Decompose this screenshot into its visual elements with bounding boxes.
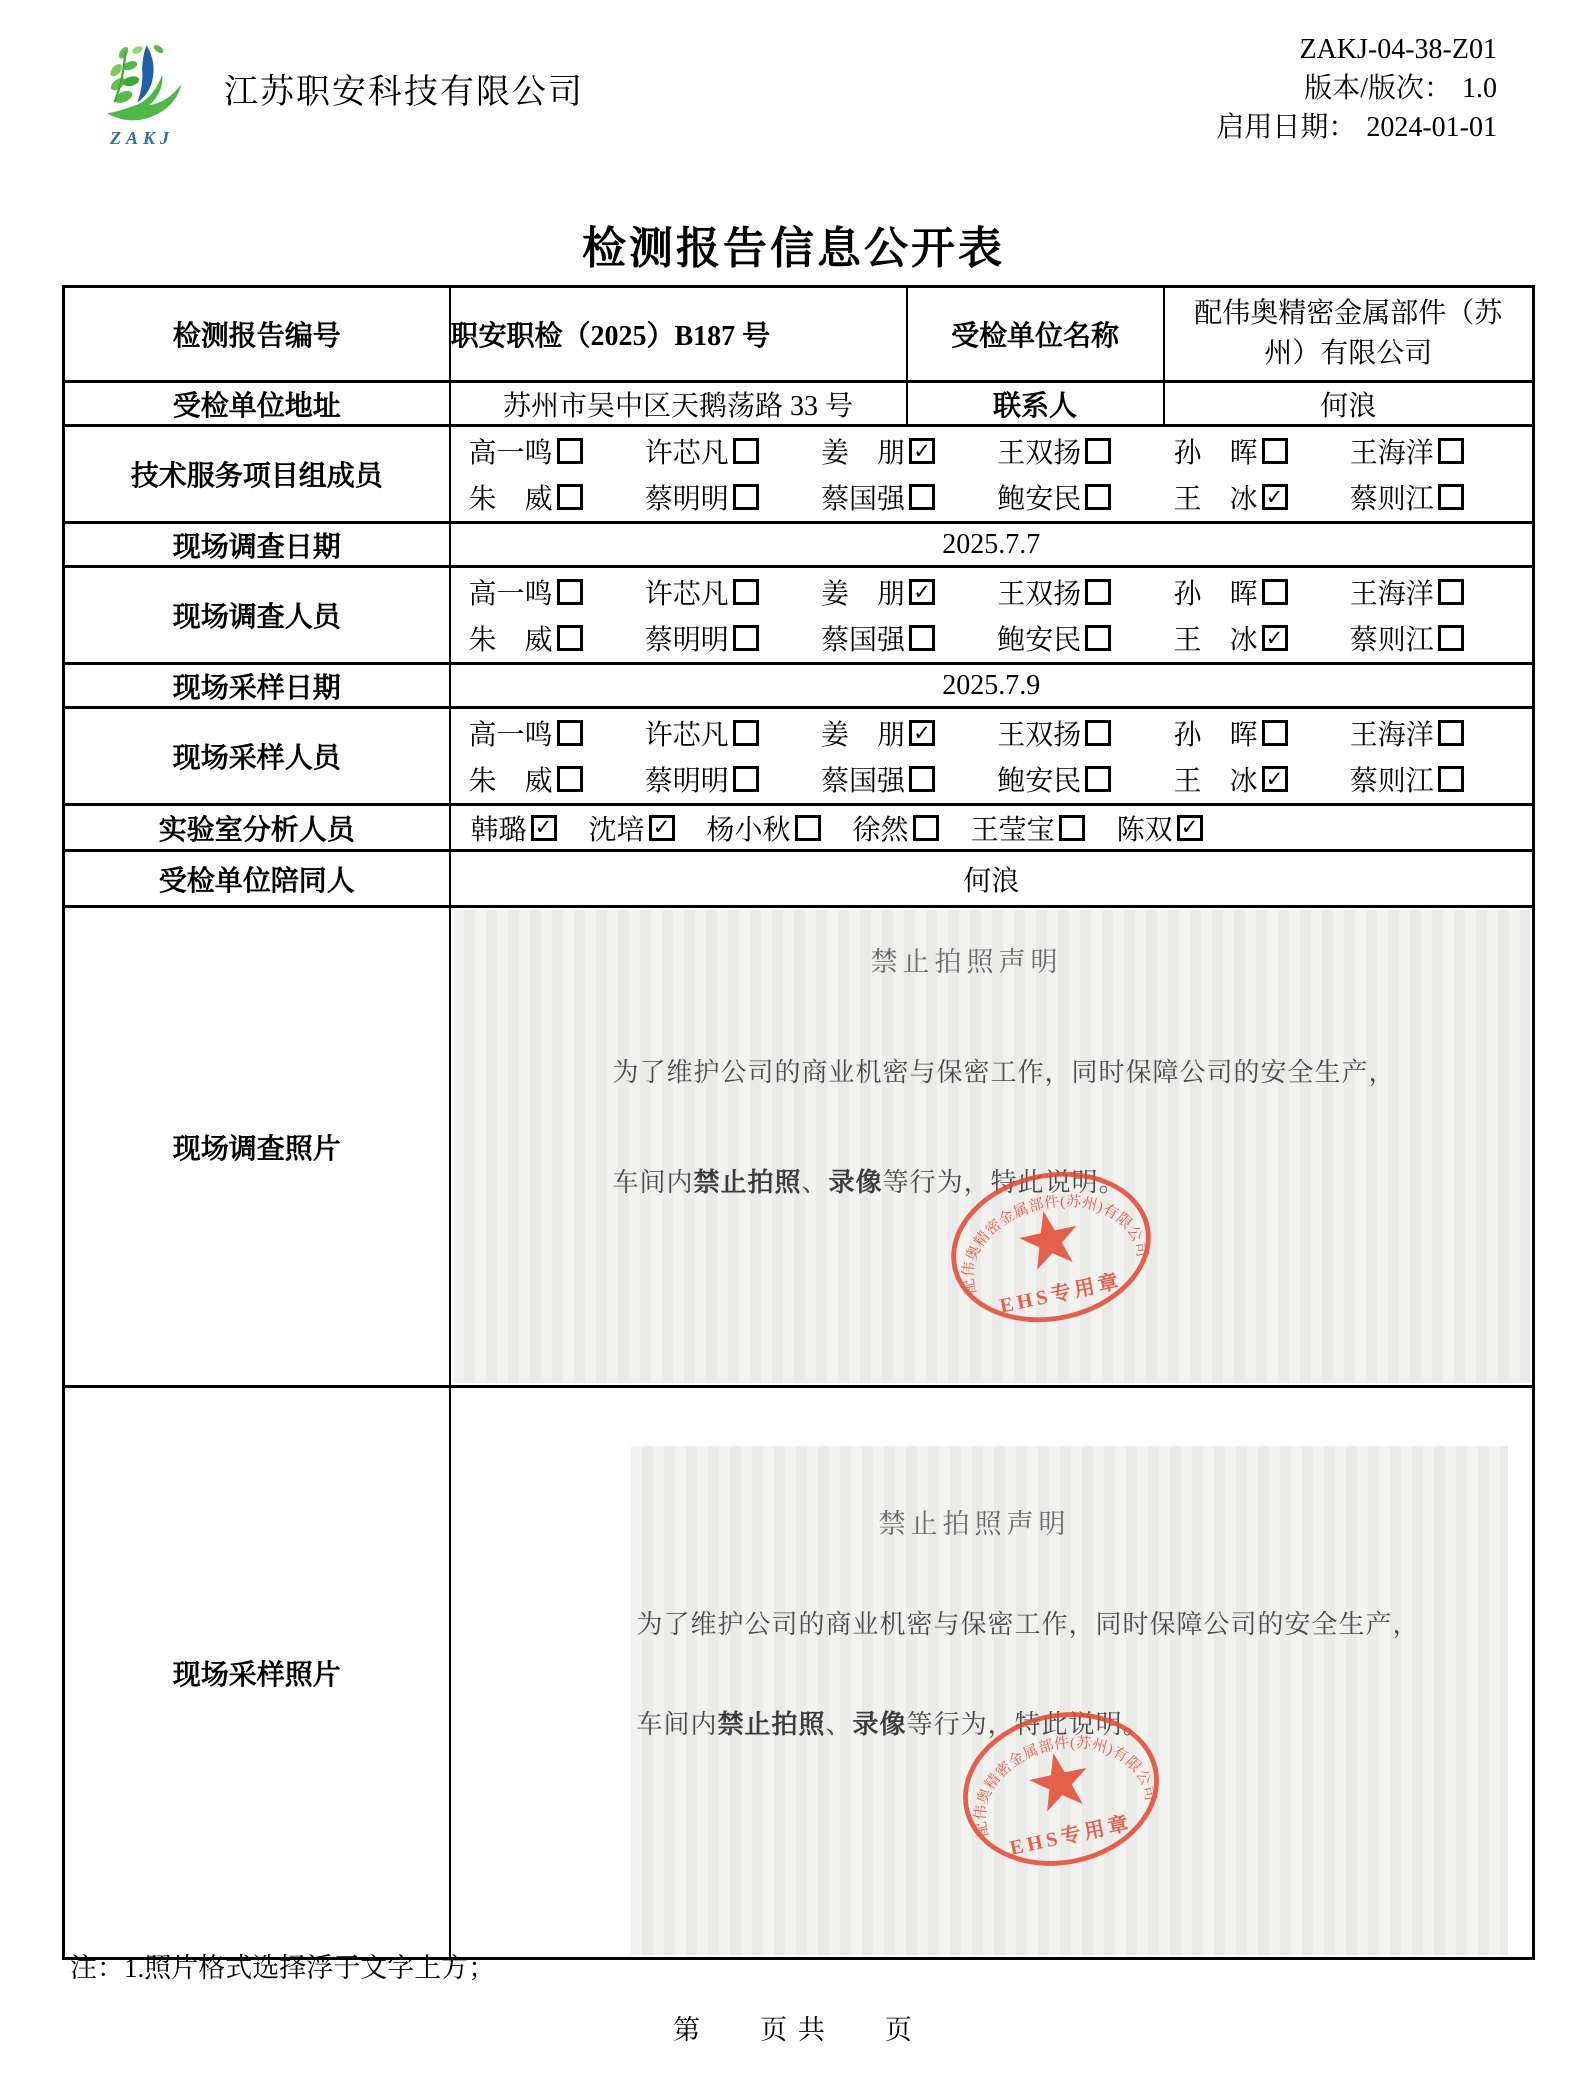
contact-label: 联系人 [907,382,1164,426]
member-name: 杨小秋 [706,814,791,846]
member-name: 许芯凡 [644,438,729,469]
member-checkbox-empty[interactable] [1438,579,1464,605]
member-checkbox-checked[interactable]: ✓ [1262,484,1288,510]
sample-photo-label: 现场采样照片 [64,1387,450,1959]
member [991,713,1167,753]
member-checkbox-empty[interactable] [1262,438,1288,464]
member [815,431,991,471]
member-name: 姜 朋 [821,579,906,610]
member-checkbox-empty[interactable] [733,579,759,605]
member-checkbox-empty[interactable] [733,625,759,651]
member-name: 蔡国强 [821,484,906,515]
member-name: 鲍安民 [997,625,1082,656]
member [991,572,1167,612]
member-name: 孙 晖 [1173,579,1258,610]
member-checkbox-empty[interactable] [913,815,939,841]
member-name: 朱 威 [468,625,553,656]
logo-plant-icon [90,38,194,130]
unit-addr-value: 苏州市吴中区天鹅荡路 33 号 [450,382,907,426]
member [1168,572,1344,612]
lab-team-label: 实验室分析人员 [64,805,450,851]
member-checkbox-checked[interactable]: ✓ [1262,625,1288,651]
footnote: 注：1.照片格式选择浮于文字上方； [70,1953,496,1983]
member-checkbox-checked[interactable]: ✓ [531,815,557,841]
member-name: 鲍安民 [997,484,1082,515]
member [991,431,1167,471]
doc-code: ZAKJ-04-38-Z01 [1299,34,1497,65]
member-checkbox-empty[interactable] [1059,815,1085,841]
sample-team-label: 现场采样人员 [64,708,450,805]
survey-date-label: 现场调查日期 [64,523,450,567]
member [1344,477,1520,517]
lab-team-row [451,808,1533,848]
member-name: 蔡则江 [1349,766,1434,797]
member-checkbox-empty[interactable] [1438,484,1464,510]
member-name: 姜 朋 [821,720,906,751]
member-name: 蔡国强 [821,766,906,797]
sample-photo-cell [450,1387,1534,1959]
sample-photo [631,1446,1509,1955]
unit-addr-label: 受检单位地址 [64,382,450,426]
member-name: 王双扬 [997,579,1082,610]
member-checkbox-checked[interactable]: ✓ [909,579,935,605]
report-no-value: 职安职检（2025）B187 号 [450,287,907,382]
member [991,759,1167,799]
accompany-value: 何浪 [450,851,1534,907]
member-name: 蔡则江 [1349,484,1434,515]
member [815,477,991,517]
info-table [62,285,1535,1960]
member-name: 许芯凡 [644,720,729,751]
member-checkbox-empty[interactable] [557,625,583,651]
member-name: 朱 威 [468,766,553,797]
member-name: 王海洋 [1349,438,1434,469]
member-checkbox-empty[interactable] [909,766,935,792]
member-name: 徐然 [852,814,909,846]
effective-date-line [1216,108,1497,147]
member [1168,759,1344,799]
member [815,572,991,612]
member [639,618,815,658]
stamp-company-text: 配伟奥精密金属部件(苏州)有限公司 [972,1735,1158,1839]
member [583,808,675,848]
ehs-stamp [943,1166,1159,1328]
member-checkbox-empty[interactable] [909,625,935,651]
member-checkbox-empty[interactable] [557,766,583,792]
member-checkbox-empty[interactable] [1085,720,1111,746]
document-meta [1216,30,1497,147]
member-checkbox-empty[interactable] [1085,625,1111,651]
stamp-company-text: 配伟奥精密金属部件(苏州)有限公司 [960,1193,1150,1296]
notice-line2: 车间内禁止拍照、录像等行为，特此说明。 [612,1168,1126,1197]
effective-date-label: 启用日期： [1216,112,1357,143]
member [1344,618,1520,658]
member [463,431,639,471]
member-name: 蔡国强 [821,625,906,656]
tech-team-label: 技术服务项目组成员 [64,426,450,523]
member [991,477,1167,517]
notice-line1: 为了维护公司的商业机密与保密工作，同时保障公司的安全生产， [612,1058,1396,1087]
accompany-label: 受检单位陪同人 [64,851,450,907]
member-checkbox-empty[interactable] [1085,438,1111,464]
sample-team-grid [451,709,1533,803]
member-checkbox-empty[interactable] [1438,438,1464,464]
member [1344,572,1520,612]
member [463,759,639,799]
logo-text: ZAKJ [109,128,174,148]
member-name: 王双扬 [997,438,1082,469]
member-checkbox-empty[interactable] [795,815,821,841]
member-name: 孙 晖 [1173,438,1258,469]
member-name: 孙 晖 [1173,720,1258,751]
member-checkbox-empty[interactable] [733,720,759,746]
member-name: 韩璐 [470,814,527,846]
member-name: 沈培 [588,814,645,846]
member-checkbox-checked[interactable]: ✓ [1177,815,1203,841]
unit-name-label: 受检单位名称 [907,287,1164,382]
survey-team-grid [451,568,1533,662]
survey-photo [453,910,1531,1383]
member-name: 王 冰 [1173,484,1258,515]
member-name: 王莹宝 [970,814,1055,846]
member-checkbox-empty[interactable] [1262,579,1288,605]
survey-team-label: 现场调查人员 [64,567,450,664]
member [1344,431,1520,471]
survey-photo-cell [450,907,1534,1387]
member-checkbox-checked[interactable]: ✓ [909,720,935,746]
member [639,477,815,517]
member-checkbox-empty[interactable] [733,484,759,510]
member-checkbox-empty[interactable] [1085,484,1111,510]
member-name: 鲍安民 [997,766,1082,797]
member [815,713,991,753]
member-checkbox-empty[interactable] [1085,766,1111,792]
member [1168,477,1344,517]
survey-date-value: 2025.7.7 [450,523,1534,567]
member-name: 高一鸣 [468,438,553,469]
member [463,572,639,612]
member [639,431,815,471]
member [463,618,639,658]
company-logo [88,38,196,149]
member-checkbox-empty[interactable] [733,438,759,464]
member-name: 姜 朋 [821,438,906,469]
member-checkbox-empty[interactable] [557,720,583,746]
company-name: 江苏职安科技有限公司 [224,74,584,111]
member-name: 朱 威 [468,484,553,515]
member-name: 蔡明明 [644,766,729,797]
member [1344,759,1520,799]
version-label: 版本/版次： [1304,73,1452,104]
member-checkbox-empty[interactable] [557,484,583,510]
version-line [1216,69,1497,108]
stamp-sub-text: EHS专用章 [997,1270,1124,1318]
member-name: 蔡明明 [644,625,729,656]
tech-team-grid [451,427,1533,521]
member-checkbox-empty[interactable] [733,766,759,792]
member-checkbox-empty[interactable] [1438,766,1464,792]
member [1344,713,1520,753]
member [1168,431,1344,471]
member [991,618,1167,658]
stamp-sub-text: EHS专用章 [1007,1812,1134,1860]
member-name: 蔡明明 [644,484,729,515]
member-name: 高一鸣 [468,720,553,751]
member-checkbox-empty[interactable] [1438,625,1464,651]
member [1168,618,1344,658]
member [639,759,815,799]
member-name: 高一鸣 [468,579,553,610]
sample-date-label: 现场采样日期 [64,664,450,708]
member-name: 陈双 [1116,814,1173,846]
notice-title: 禁止拍照声明 [878,1509,1071,1539]
notice-title: 禁止拍照声明 [870,947,1063,977]
member [1168,713,1344,753]
contact-value: 何浪 [1164,382,1534,426]
member-name: 蔡则江 [1349,625,1434,656]
member [1111,808,1203,848]
member-checkbox-empty[interactable] [1262,720,1288,746]
page-number-footer: 第 页 共 页 [673,2015,914,2045]
member [463,713,639,753]
member [847,808,939,848]
member [639,713,815,753]
member-name: 王 冰 [1173,625,1258,656]
member-checkbox-empty[interactable] [1085,579,1111,605]
version-value: 1.0 [1462,73,1497,104]
sample-date-value: 2025.7.9 [450,664,1534,708]
member-name: 王 冰 [1173,766,1258,797]
page-title: 检测报告信息公开表 [582,224,1005,273]
member [463,477,639,517]
unit-name-value: 配伟奥精密金属部件（苏州）有限公司 [1194,298,1503,369]
member-checkbox-empty[interactable] [557,438,583,464]
member-checkbox-checked[interactable]: ✓ [649,815,675,841]
survey-photo-label: 现场调查照片 [64,907,450,1387]
member-name: 王海洋 [1349,579,1434,610]
member-checkbox-checked[interactable]: ✓ [909,438,935,464]
member [701,808,821,848]
member-checkbox-checked[interactable]: ✓ [1262,766,1288,792]
member-checkbox-empty[interactable] [909,484,935,510]
report-no-label: 检测报告编号 [64,287,450,382]
effective-date-value: 2024-01-01 [1366,112,1497,143]
member-checkbox-empty[interactable] [1438,720,1464,746]
notice-line1: 为了维护公司的商业机密与保密工作，同时保障公司的安全生产， [636,1610,1420,1639]
member [815,759,991,799]
member-checkbox-empty[interactable] [557,579,583,605]
member-name: 王双扬 [997,720,1082,751]
ehs-stamp [953,1708,1169,1870]
notice-line2: 车间内禁止拍照、录像等行为，特此说明。 [636,1710,1150,1739]
member [815,618,991,658]
member [965,808,1085,848]
member-name: 许芯凡 [644,579,729,610]
member [639,572,815,612]
member [465,808,557,848]
member-name: 王海洋 [1349,720,1434,751]
